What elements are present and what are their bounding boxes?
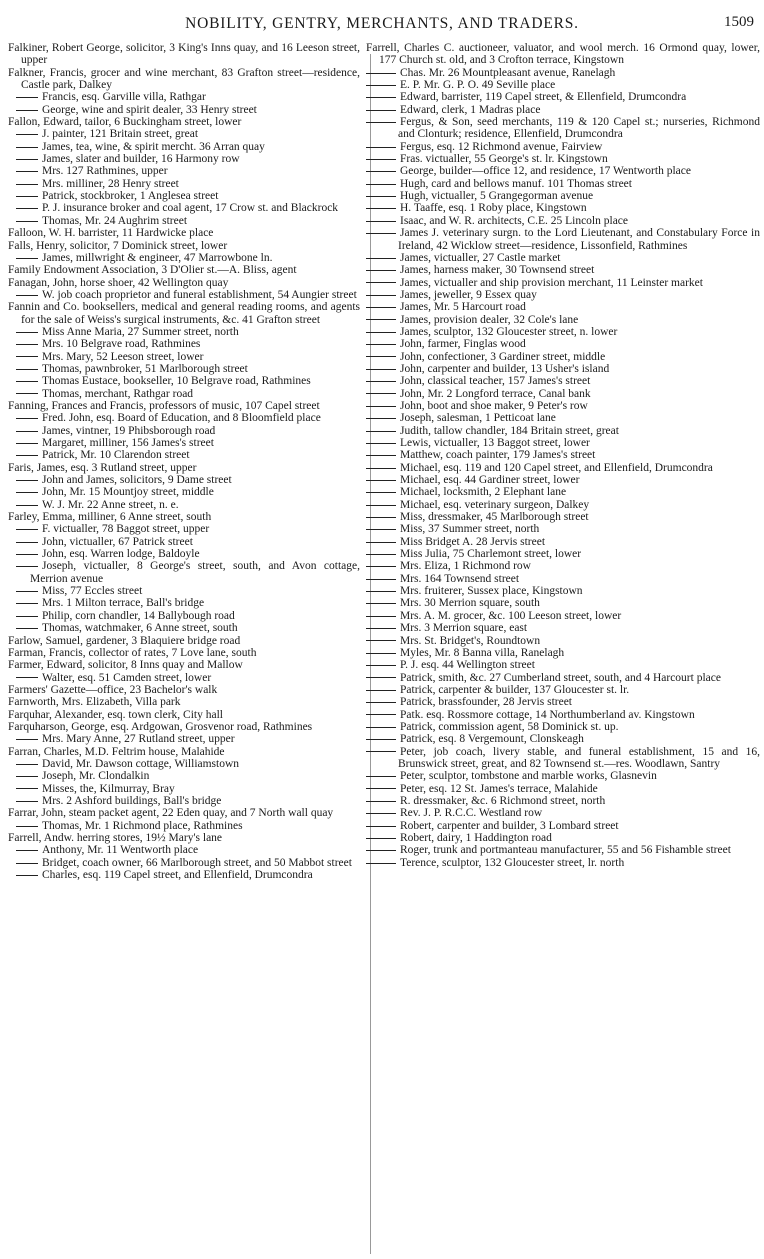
directory-entry: John, victualler, 67 Patrick street — [8, 536, 360, 548]
directory-entry: Fallon, Edward, tailor, 6 Buckingham street, lower — [8, 116, 242, 129]
directory-entry: Farmers' Gazette—office, 23 Bachelor's walk — [8, 683, 218, 696]
directory-entry: Thomas, watchmaker, 6 Anne street, south — [8, 622, 360, 634]
directory-entry: Farlow, Samuel, gardener, 3 Blaquiere bridge road — [8, 634, 241, 647]
directory-entry: Farman, Francis, collector of rates, 7 Love lane, south — [8, 646, 257, 659]
directory-entry: Farrell, Andw. herring stores, 19½ Mary's lane — [8, 832, 223, 844]
directory-entry: Mrs. 1 Milton terrace, Ball's bridge — [8, 597, 360, 609]
directory-entry: Thomas, merchant, Rathgar road — [8, 388, 360, 400]
directory-entry: Matthew, coach painter, 179 James's street — [366, 449, 760, 461]
directory-entry: Edward, clerk, 1 Madras place — [366, 104, 760, 116]
directory-entry: E. P. Mr. G. P. O. 49 Seville place — [366, 79, 760, 91]
directory-entry: John, Mr. 15 Mountjoy street, middle — [8, 486, 360, 498]
directory-entry: Lewis, victualler, 13 Baggot street, lower — [366, 437, 760, 449]
page-number: 1509 — [724, 14, 754, 30]
directory-entry: Mrs. 10 Belgrave road, Rathmines — [8, 338, 360, 350]
directory-entry: Fred. John, esq. Board of Education, and 8 Bloomfield place — [8, 412, 360, 424]
directory-entry: Rev. J. P. R.C.C. Westland row — [366, 807, 760, 819]
directory-entry: James, millwright & engineer, 47 Marrowbone ln. — [8, 252, 360, 264]
directory-entry: Charles, esq. 119 Capel street, and Ellenfield, Drumcondra — [8, 869, 360, 881]
directory-entry: Falkiner, Robert George, solicitor, 3 King's Inns quay, and 16 Leeson street, upper — [8, 42, 360, 67]
directory-entry: Patk. esq. Rossmore cottage, 14 Northumberland av. Kingstown — [366, 709, 760, 721]
directory-entry: Miss Bridget A. 28 Jervis street — [366, 536, 760, 548]
directory-entry: Philip, corn chandler, 14 Ballybough road — [8, 610, 360, 622]
directory-entry: Fergus, esq. 12 Richmond avenue, Fairview — [366, 141, 760, 153]
directory-entry: Mrs. A. M. grocer, &c. 100 Leeson street, lower — [366, 610, 760, 622]
directory-entry: Patrick, Mr. 10 Clarendon street — [8, 449, 360, 461]
directory-entry: Fanagan, John, horse shoer, 42 Wellington quay — [8, 276, 229, 289]
directory-entry: Farran, Charles, M.D. Feltrim house, Malahide — [8, 745, 225, 758]
directory-entry: Miss Anne Maria, 27 Summer street, north — [8, 326, 360, 338]
page-title: NOBILITY, GENTRY, MERCHANTS, AND TRADERS. — [185, 15, 579, 32]
directory-entry: Joseph, victualler, 8 George's street, south, and Avon cottage, Merrion avenue — [8, 560, 360, 585]
directory-entry: Hugh, victualler, 5 Grangegorman avenue — [366, 190, 760, 202]
directory-entry: James, provision dealer, 32 Cole's lane — [366, 314, 760, 326]
directory-entry: Mrs. 2 Ashford buildings, Ball's bridge — [8, 795, 360, 807]
right-column — [366, 42, 760, 1252]
directory-entry: Mrs. fruiterer, Sussex place, Kingstown — [366, 585, 760, 597]
directory-entry: Bridget, coach owner, 66 Marlborough street, and 50 Mabbot street — [8, 857, 360, 869]
directory-entry: Mrs. Eliza, 1 Richmond row — [366, 560, 760, 572]
directory-entry: Roger, trunk and portmanteau manufacturer, 55 and 56 Fishamble street — [366, 844, 760, 856]
directory-entry: John, carpenter and builder, 13 Usher's island — [366, 363, 760, 375]
directory-entry: Francis, esq. Garville villa, Rathgar — [8, 91, 360, 103]
directory-entry: Michael, esq. veterinary surgeon, Dalkey — [366, 499, 760, 511]
directory-entry: Anthony, Mr. 11 Wentworth place — [8, 844, 360, 856]
directory-entry: Miss, dressmaker, 45 Marlborough street — [366, 511, 760, 523]
directory-entry: F. victualler, 78 Baggot street, upper — [8, 523, 360, 535]
directory-entry: R. dressmaker, &c. 6 Richmond street, north — [366, 795, 760, 807]
directory-entry: Michael, locksmith, 2 Elephant lane — [366, 486, 760, 498]
directory-entry: Thomas Eustace, bookseller, 10 Belgrave road, Rathmines — [8, 375, 360, 387]
left-column — [8, 42, 360, 1252]
directory-entry: Robert, dairy, 1 Haddington road — [366, 832, 760, 844]
directory-entry: W. J. Mr. 22 Anne street, n. e. — [8, 499, 360, 511]
directory-entry: James, slater and builder, 16 Harmony row — [8, 153, 360, 165]
directory-entry: Farmer, Edward, solicitor, 8 Inns quay and Mallow — [8, 659, 243, 672]
directory-entry: Peter, sculptor, tombstone and marble works, Glasnevin — [366, 770, 760, 782]
directory-entry: Farnworth, Mrs. Elizabeth, Villa park — [8, 696, 181, 709]
directory-entry: Edward, barrister, 119 Capel street, & Ellenfield, Drumcondra — [366, 91, 760, 103]
directory-entry: Patrick, commission agent, 58 Dominick st. up. — [366, 721, 760, 733]
directory-entry: Patrick, stockbroker, 1 Anglesea street — [8, 190, 360, 202]
directory-entry: Farquharson, George, esq. Ardgowan, Grosvenor road, Rathmines — [8, 720, 313, 733]
directory-entry: James, victualler and ship provision merchant, 11 Leinster market — [366, 277, 760, 289]
directory-entry: Patrick, esq. 8 Vergemount, Clonskeagh — [366, 733, 760, 745]
directory-entry: James, tea, wine, & spirit mercht. 36 Arran quay — [8, 141, 360, 153]
directory-entry: John, classical teacher, 157 James's street — [366, 375, 760, 387]
directory-entry: Chas. Mr. 26 Mountpleasant avenue, Ranelagh — [366, 67, 760, 79]
directory-entry: Farley, Emma, milliner, 6 Anne street, south — [8, 511, 212, 524]
directory-entry: Farrell, Charles C. auctioneer, valuator, and wool merch. 16 Ormond quay, lower, 177 Church st. old, and 3 Crofton terrace, Kingstown — [366, 42, 760, 67]
directory-entry: John, esq. Warren lodge, Baldoyle — [8, 548, 360, 560]
directory-entry: Mrs. 127 Rathmines, upper — [8, 165, 360, 177]
directory-entry: Misses, the, Kilmurray, Bray — [8, 783, 360, 795]
directory-entry: Hugh, card and bellows manuf. 101 Thomas street — [366, 178, 760, 190]
directory-entry: Joseph, salesman, 1 Petticoat lane — [366, 412, 760, 424]
directory-entry: Miss, 77 Eccles street — [8, 585, 360, 597]
directory-entry: Mrs. Mary, 52 Leeson street, lower — [8, 351, 360, 363]
directory-entry: Mrs. milliner, 28 Henry street — [8, 178, 360, 190]
directory-entry: George, wine and spirit dealer, 33 Henry street — [8, 104, 360, 116]
directory-entry: Michael, esq. 44 Gardiner street, lower — [366, 474, 760, 486]
directory-entry: Terence, sculptor, 132 Gloucester street, lr. north — [366, 857, 760, 869]
directory-entry: James, sculptor, 132 Gloucester street, n. lower — [366, 326, 760, 338]
directory-entry: Mrs. 3 Merrion square, east — [366, 622, 760, 634]
directory-entry: James, victualler, 27 Castle market — [366, 252, 760, 264]
directory-entry: Miss, 37 Summer street, north — [366, 523, 760, 535]
directory-entry: Farrar, John, steam packet agent, 22 Eden quay, and 7 North wall quay — [8, 807, 334, 820]
directory-entry: Family Endowment Association, 3 D'Olier st.—A. Bliss, agent — [8, 264, 297, 277]
directory-entry: Michael, esq. 119 and 120 Capel street, and Ellenfield, Drumcondra — [366, 462, 760, 474]
directory-entry: P. J. esq. 44 Wellington street — [366, 659, 760, 671]
page-header — [0, 12, 764, 36]
directory-entry: Farquhar, Alexander, esq. town clerk, City hall — [8, 708, 223, 721]
directory-entry: Fanning, Frances and Francis, professors of music, 107 Capel street — [8, 399, 320, 412]
directory-entry: Thomas, pawnbroker, 51 Marlborough street — [8, 363, 360, 375]
directory-entry: Mrs. Mary Anne, 27 Rutland street, upper — [8, 733, 360, 745]
directory-entry: W. job coach proprietor and funeral establishment, 54 Aungier street — [8, 289, 360, 301]
directory-entry: Mrs. St. Bridget's, Roundtown — [366, 635, 760, 647]
directory-entry: George, builder—office 12, and residence, 17 Wentworth place — [366, 165, 760, 177]
directory-entry: Isaac, and W. R. architects, C.E. 25 Lincoln place — [366, 215, 760, 227]
directory-entry: Fras. victualler, 55 George's st. lr. Kingstown — [366, 153, 760, 165]
directory-entry: Thomas, Mr. 1 Richmond place, Rathmines — [8, 820, 360, 832]
directory-entry: Robert, carpenter and builder, 3 Lombard street — [366, 820, 760, 832]
directory-entry: John and James, solicitors, 9 Dame street — [8, 474, 360, 486]
directory-entry: Falls, Henry, solicitor, 7 Dominick street, lower — [8, 239, 228, 252]
directory-entry: Fannin and Co. booksellers, medical and general reading rooms, and agents for the sale of Weiss's surgical instruments, &c. 41 Grafton street — [8, 301, 360, 326]
directory-entry: Mrs. 30 Merrion square, south — [366, 597, 760, 609]
directory-entry: David, Mr. Dawson cottage, Williamstown — [8, 758, 360, 770]
directory-entry: James, jeweller, 9 Essex quay — [366, 289, 760, 301]
directory-entry: Walter, esq. 51 Camden street, lower — [8, 672, 360, 684]
directory-entry: John, Mr. 2 Longford terrace, Canal bank — [366, 388, 760, 400]
directory-entry: Judith, tallow chandler, 184 Britain street, great — [366, 425, 760, 437]
directory-entry: James, Mr. 5 Harcourt road — [366, 301, 760, 313]
directory-entry: Miss Julia, 75 Charlemont street, lower — [366, 548, 760, 560]
directory-entry: John, farmer, Finglas wood — [366, 338, 760, 350]
directory-entry: Margaret, milliner, 156 James's street — [8, 437, 360, 449]
directory-entry: Patrick, brassfounder, 28 Jervis street — [366, 696, 760, 708]
directory-entry: Myles, Mr. 8 Banna villa, Ranelagh — [366, 647, 760, 659]
directory-entry: James, harness maker, 30 Townsend street — [366, 264, 760, 276]
directory-entry: Mrs. 164 Townsend street — [366, 573, 760, 585]
directory-entry: P. J. insurance broker and coal agent, 17 Crow st. and Blackrock — [8, 202, 360, 214]
directory-entry: Thomas, Mr. 24 Aughrim street — [8, 215, 360, 227]
directory-entry: H. Taaffe, esq. 1 Roby place, Kingstown — [366, 202, 760, 214]
directory-entry: Peter, job coach, livery stable, and funeral establishment, 15 and 16, Brunswick street, great, and 82 Townsend st.—res. Woodlawn, Santry — [366, 746, 760, 771]
directory-entry: J. painter, 121 Britain street, great — [8, 128, 360, 140]
directory-entry: James, vintner, 19 Phibsborough road — [8, 425, 360, 437]
directory-entry: John, boot and shoe maker, 9 Peter's row — [366, 400, 760, 412]
directory-entry: Fergus, & Son, seed merchants, 119 & 120 Capel st.; nurseries, Richmond and Clonturk; residence, Ellenfield, Drumcondra — [366, 116, 760, 141]
directory-entry: Patrick, carpenter & builder, 137 Gloucester st. lr. — [366, 684, 760, 696]
directory-entry: Patrick, smith, &c. 27 Cumberland street, south, and 4 Harcourt place — [366, 672, 760, 684]
directory-entry: Faris, James, esq. 3 Rutland street, upper — [8, 461, 197, 474]
directory-entry: John, confectioner, 3 Gardiner street, middle — [366, 351, 760, 363]
directory-entry: James J. veterinary surgn. to the Lord Lieutenant, and Constabulary Force in Ireland, 42 Wicklow street—residence, Lissonfield, Rathmines — [366, 227, 760, 252]
directory-entry: Peter, esq. 12 St. James's terrace, Malahide — [366, 783, 760, 795]
directory-entry: Joseph, Mr. Clondalkin — [8, 770, 360, 782]
directory-columns — [8, 42, 760, 1252]
directory-entry: Falkner, Francis, grocer and wine merchant, 83 Grafton street—residence, Castle park, Dalkey — [8, 66, 360, 92]
directory-entry: Falloon, W. H. barrister, 11 Hardwicke place — [8, 227, 214, 240]
